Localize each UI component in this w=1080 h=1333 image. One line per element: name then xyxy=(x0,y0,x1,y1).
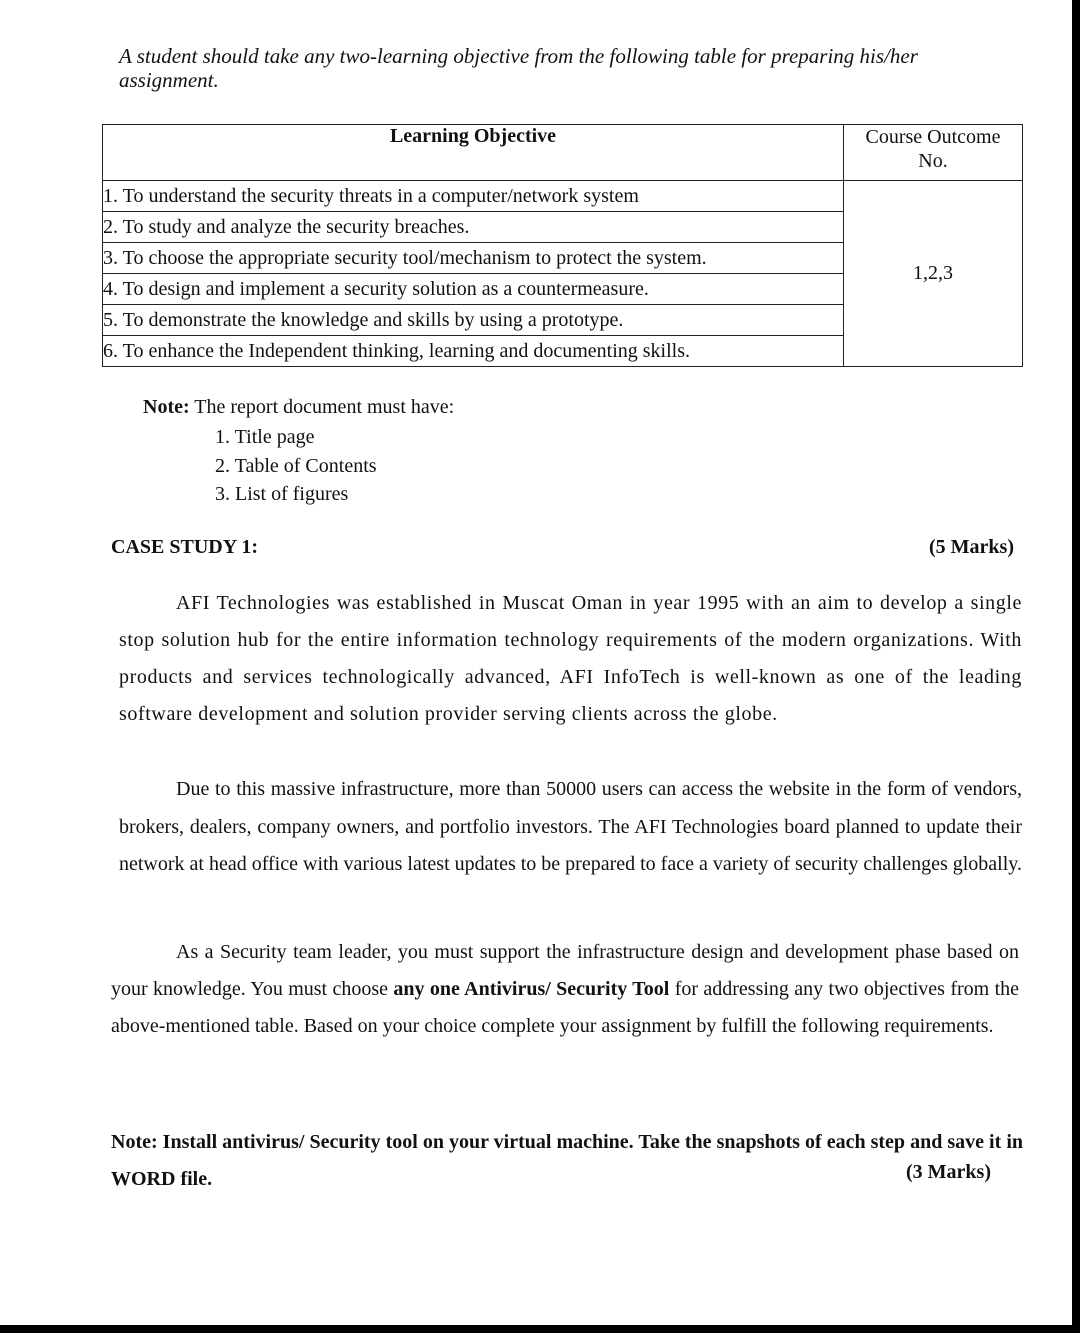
case-paragraph-2: Due to this massive infrastructure, more than 50000 users can access the website in the form of vendors, brokers, dealers, company owners, and portfolio investors. The AFI Technologies board planned to update their network at head office with various latest updates to be prepared to face a variety of security challenges globally. xyxy=(119,778,1022,875)
table-header-row xyxy=(103,125,1023,181)
case-paragraph-3-start: As a Security team leader, you must support the infrastructure design and development phase based on your knowledge. You must choose xyxy=(111,941,1019,1000)
case-paragraph-3-bold: any one Antivirus/ Security Tool xyxy=(393,978,670,1000)
case-paragraph-1: AFI Technologies was established in Muscat Oman in year 1995 with an aim to develop a single stop solution hub for the entire information technology requirements of the modern organizations. With products and services technologically advanced, AFI InfoTech is well-known as one of the leading software development and solution provider serving clients across the globe. xyxy=(119,592,1022,725)
case-paragraph-3-end: for addressing any two objectives from the above-mentioned table. Based on your choice complete your assignment by fulfill the following requirements. xyxy=(111,978,1019,1037)
objective-cell: 6. To enhance the Independent thinking, learning and documenting skills. xyxy=(103,336,844,367)
case-study-marks: (5 Marks) xyxy=(929,536,1014,558)
page-edge-bottom xyxy=(0,1325,1080,1333)
objective-cell: 3. To choose the appropriate security tool/mechanism to protect the system. xyxy=(103,243,844,274)
page-edge-right xyxy=(1072,0,1080,1333)
case-study-title: CASE STUDY 1: xyxy=(111,536,259,558)
header-learning-objective: Learning Objective xyxy=(103,125,844,181)
case-paragraph-3 xyxy=(111,934,1019,1045)
objective-cell: 2. To study and analyze the security breaches. xyxy=(103,212,844,243)
list-item: 2. Table of Contents xyxy=(215,454,377,477)
list-item: 3. List of figures xyxy=(215,483,349,505)
header-course-outcome xyxy=(844,125,1023,181)
course-outcome-cell: 1,2,3 xyxy=(844,181,1023,367)
table-row xyxy=(103,181,1023,212)
learning-objectives-table xyxy=(102,124,1023,367)
intro-text: A student should take any two-learning objective from the following table for preparing his/her assignment. xyxy=(119,44,918,92)
report-requirements-list xyxy=(215,423,377,509)
objective-cell: 1. To understand the security threats in a computer/network system xyxy=(103,181,844,212)
report-note-label: Note: xyxy=(143,396,190,418)
report-note-text: The report document must have: xyxy=(189,396,455,418)
install-note: Note: Install antivirus/ Security tool on your virtual machine. Take the snapshots of each step and save it in WORD file. xyxy=(111,1131,1023,1190)
report-note xyxy=(143,393,454,421)
objective-cell: 5. To demonstrate the knowledge and skills by using a prototype. xyxy=(103,305,844,336)
header-course-outcome-line2: No. xyxy=(918,150,948,172)
objective-cell: 4. To design and implement a security solution as a countermeasure. xyxy=(103,274,844,305)
list-item: 1. Title page xyxy=(215,426,315,448)
header-course-outcome-line1: Course Outcome xyxy=(865,126,1001,148)
install-note-marks: (3 Marks) xyxy=(906,1161,991,1183)
